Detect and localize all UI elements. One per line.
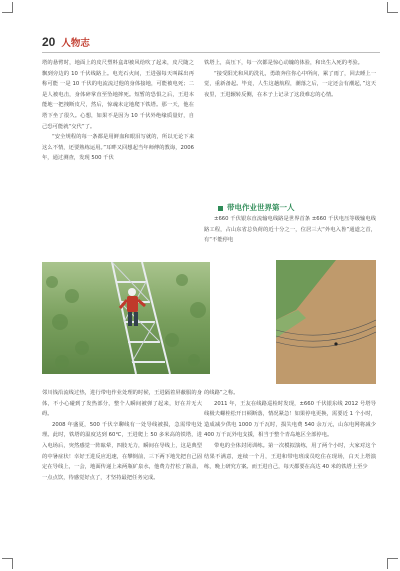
- paragraph: ±660 千伏银东直流输电线路是世界首条 ±660 千伏电压等级输电线路工程，占山东省总负荷的近十分之一，位居三大“外电入鲁”通道之首，有“不能停电: [204, 216, 376, 244]
- crop-mark-bottom-left: [2, 558, 13, 569]
- paragraph: 带电的全体封闭训练。第一次模拟演练，用了两个小时，大家对这个结果不满意，连续一个月，王进和带电班成员吃住在现场，白天上塔演练，晚上研究方案。而王进自己，每天都要在高达 40 米的铁塔上至少: [204, 442, 376, 471]
- header-rule: [42, 52, 380, 53]
- paragraph: “安全规程的每一条都是用鲜血和眼泪写就的，所以无论下来这么不情，还要熟练运用。”耳畔又回想起当年师傅的教诲，2006 年，通过测查，发现 500 千伏: [42, 134, 194, 162]
- photo-lines-over-river: [276, 260, 376, 384]
- article-column-right-intro: [204, 214, 376, 246]
- paragraph: 铁塔上，高压下，每一次都是惊心动魄的体验，和出生入死的考验。: [204, 60, 363, 66]
- article-column-bottom-left: [42, 388, 202, 483]
- crop-mark-bottom-right: [387, 558, 398, 569]
- page-header: [42, 34, 90, 50]
- paragraph: 邻川钱沿流线过热，进行带电作业处理的时候，王进隔着屏蔽服的身体，不小心碰到了发热部分，整个人瞬间被弹了起来，好在并无大碍。: [42, 390, 202, 418]
- article-column-top-left: [42, 58, 194, 164]
- article-column-top-right: [204, 58, 376, 100]
- crop-mark-top-right: [387, 2, 398, 13]
- paragraph: 塔的悬臂时，地面上的皮尺塑料盒却被风给吹了起来，皮尺随之飘到旁边的 10 千伏线路上。电光石火间，王进强每天叫踩出再称可能 一是 10 千伏的电流流过他的身体接地，可能被电死；二是人被电击，身体碎掌直至坠地摔死。短暂的恐惧之后，王进本能地一把拽断皮尺，然后，惊魂未定地爬下铁塔。那一天，他在塔下坐了很久。心想，如果不是因为 10 千伏外绝缘质量好，自己恐可能就“交代”了。: [42, 60, 194, 130]
- article-column-bottom-right: [204, 388, 376, 473]
- section-title: 人物志: [61, 38, 90, 49]
- paragraph: “接受阳光和风的洗礼，勇敢奔往你心中所向，累了雨了，回去睡上一觉，重新备起。毕竟，人生这趟航程，潮落之后，一定还会有潮起，”这天夜里，王进辗转反侧，在本子上记录了这段难忘的心情。: [204, 70, 376, 98]
- crop-mark-top-left: [2, 2, 13, 13]
- paragraph: 2011 年，王友在线路巡检时发现，±660 千伏银东线 2012 号塔导线极夫螺栓松开日顿断落，情况紧急！如果停电更换，需要近 1 个小时，造成减少供电 1000 万千瓦时，损失电费 540 余万元，山东电网将减少 400 万千瓦外电支援，相当于整个青岛地区全部停电。: [204, 400, 376, 439]
- paragraph: 2008 年盛夏，500 千伏辛聊线有一处导线被损，急需带电处理。此时，铁塔的温度达到 60℃，王进爬上 50 多米高的铁塔，进入电场后，突然感觉一阵眩晕，四肢无力，瞬间在导线上，这是典型的中暑症状！幸好王进反应迅速，在攀倒前，三下两下地先把自己固定在导线上，一会，地面传递上来两瓶矿泉水，他费力拧松了瓶盖，一点点饮，待感觉好点了，才坚持最把任务完成。: [42, 421, 202, 481]
- section-subheading: 带电作业世界第一人: [218, 202, 295, 213]
- photo-worker-on-tower: [42, 262, 210, 374]
- page-number: 20: [42, 35, 56, 49]
- paragraph: 的线路”之称。: [204, 390, 239, 396]
